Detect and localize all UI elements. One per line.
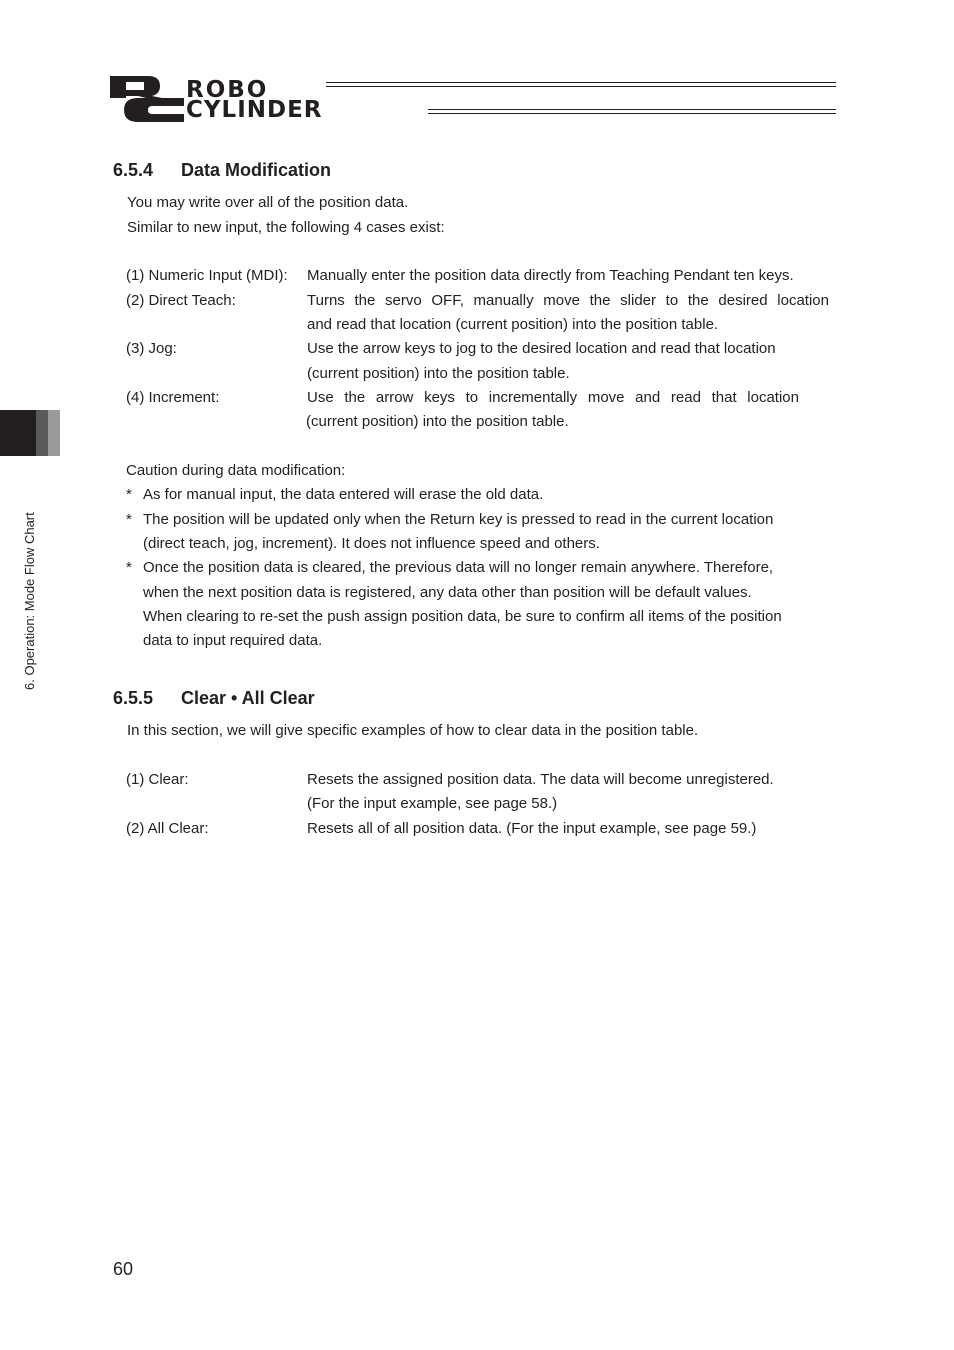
- caution-item: Once the position data is cleared, the previous data will no longer remain anywhere. Therefore,: [143, 559, 774, 576]
- bullet-marker: *: [126, 486, 132, 503]
- item-desc: Resets all of all position data. (For the input example, see page 59.): [307, 820, 757, 837]
- section-heading: [113, 688, 315, 709]
- bullet-marker: *: [126, 511, 132, 528]
- case-term: (3) Jog:: [126, 340, 177, 357]
- caution-item: when the next position data is registered, any data other than position will be default values.: [143, 584, 752, 601]
- item-term: (2) All Clear:: [126, 820, 209, 837]
- case-desc: and read that location (current position) into the position table.: [307, 316, 719, 333]
- section-heading: [113, 160, 331, 181]
- chapter-tab-shade: [48, 410, 60, 456]
- chapter-label: 6. Operation: Mode Flow Chart: [22, 512, 37, 690]
- case-term: (1) Numeric Input (MDI):: [126, 267, 288, 284]
- header-rule: [428, 113, 836, 114]
- caution-item: When clearing to re-set the push assign position data, be sure to confirm all items of the position: [143, 608, 782, 625]
- paragraph: You may write over all of the position data.: [127, 194, 409, 211]
- case-desc: Use the arrow keys to jog to the desired location and read that location: [307, 340, 776, 357]
- header-rule: [428, 109, 836, 110]
- section-title: Clear • All Clear: [181, 688, 315, 708]
- bullet-marker: *: [126, 559, 132, 576]
- chapter-tab-shade: [36, 410, 48, 456]
- caution-item: The position will be updated only when the Return key is pressed to read in the current location: [143, 511, 774, 528]
- item-term: (1) Clear:: [126, 771, 189, 788]
- caution-item: As for manual input, the data entered will erase the old data.: [143, 486, 544, 503]
- header-rule: [326, 86, 836, 87]
- item-desc: Resets the assigned position data. The data will become unregistered.: [307, 771, 774, 788]
- section-number: 6.5.5: [113, 688, 154, 708]
- case-desc: Use the arrow keys to incrementally move and read that location: [307, 389, 799, 406]
- paragraph: Similar to new input, the following 4 cases exist:: [127, 219, 445, 236]
- case-desc: Turns the servo OFF, manually move the slider to the desired location: [307, 292, 829, 309]
- case-desc: (current position) into the position table.: [306, 413, 569, 430]
- logo-text-robo: ROBO: [186, 77, 269, 103]
- section-number: 6.5.4: [113, 160, 154, 180]
- case-desc: Manually enter the position data directly from Teaching Pendant ten keys.: [307, 267, 794, 284]
- section-title: Data Modification: [181, 160, 332, 180]
- page-number: 60: [113, 1259, 134, 1279]
- caution-item: data to input required data.: [143, 632, 323, 649]
- case-term: (2) Direct Teach:: [126, 292, 236, 309]
- rc-logo-icon: [108, 74, 184, 122]
- logo-text-cylinder: CYLINDER: [186, 97, 323, 123]
- paragraph: In this section, we will give specific examples of how to clear data in the position table.: [127, 722, 699, 739]
- case-desc: (current position) into the position table.: [307, 365, 570, 382]
- chapter-tab: [0, 410, 36, 456]
- caution-heading: Caution during data modification:: [126, 462, 346, 479]
- item-desc: (For the input example, see page 58.): [307, 795, 558, 812]
- caution-item: (direct teach, jog, increment). It does not influence speed and others.: [143, 535, 600, 552]
- case-term: (4) Increment:: [126, 389, 220, 406]
- header-rule: [326, 82, 836, 83]
